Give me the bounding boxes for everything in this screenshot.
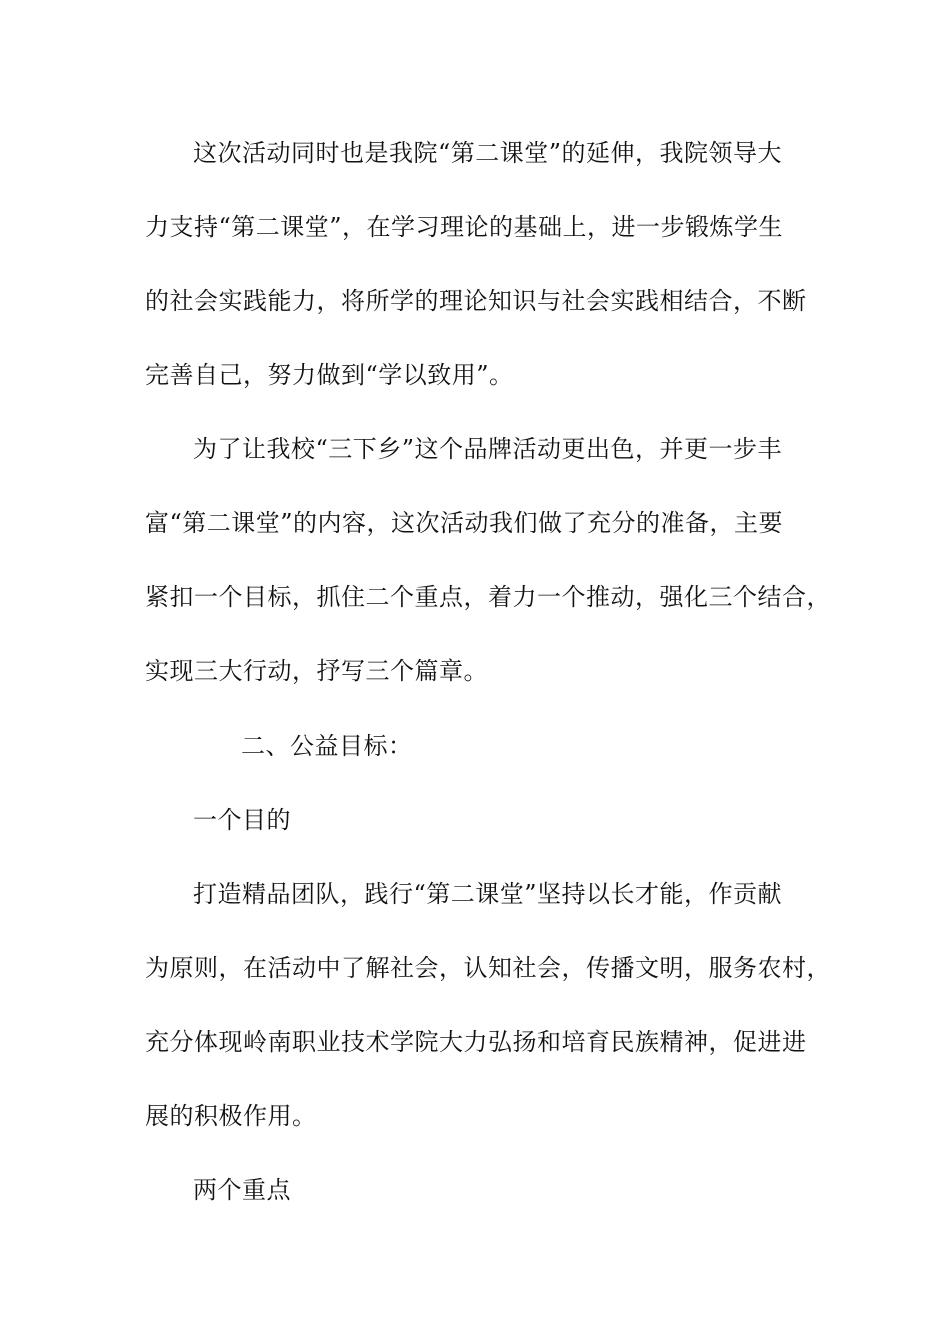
paragraph-3-line-1: 打造精品团队，践行“第二课堂”坚持以长才能，作贡献 — [193, 880, 783, 908]
paragraph-2-line-3: 紧扣一个目标，抓住二个重点，着力一个推动，强化三个结合， — [145, 583, 831, 611]
paragraph-1-line-1: 这次活动同时也是我院“第二课堂”的延伸，我院领导大 — [193, 139, 783, 167]
paragraph-3-line-2: 为原则，在活动中了解社会，认知社会，传播文明，服务农村， — [145, 954, 831, 982]
paragraph-2-line-2: 富“第二课堂”的内容，这次活动我们做了充分的准备，主要 — [145, 509, 784, 537]
paragraph-3-line-3: 充分体现岭南职业技术学院大力弘扬和培育民族精神，促进进 — [145, 1028, 807, 1056]
paragraph-1-line-4: 完善自己，努力做到“学以致用”。 — [145, 361, 514, 389]
subheading-two-focus: 两个重点 — [193, 1176, 291, 1204]
paragraph-2-line-4: 实现三大行动，抒写三个篇章。 — [145, 657, 488, 685]
paragraph-3-line-4: 展的积极作用。 — [145, 1102, 317, 1130]
subheading-one-goal: 一个目的 — [193, 806, 291, 834]
paragraph-2-line-1: 为了让我校“三下乡”这个品牌活动更出色，并更一步丰 — [193, 435, 783, 463]
section-heading: 二、公益目标： — [241, 732, 413, 760]
paragraph-1-line-2: 力支持“第二课堂”，在学习理论的基础上，进一步锻炼学生 — [145, 213, 784, 241]
paragraph-1-line-3: 的社会实践能力，将所学的理论知识与社会实践相结合，不断 — [145, 287, 807, 315]
